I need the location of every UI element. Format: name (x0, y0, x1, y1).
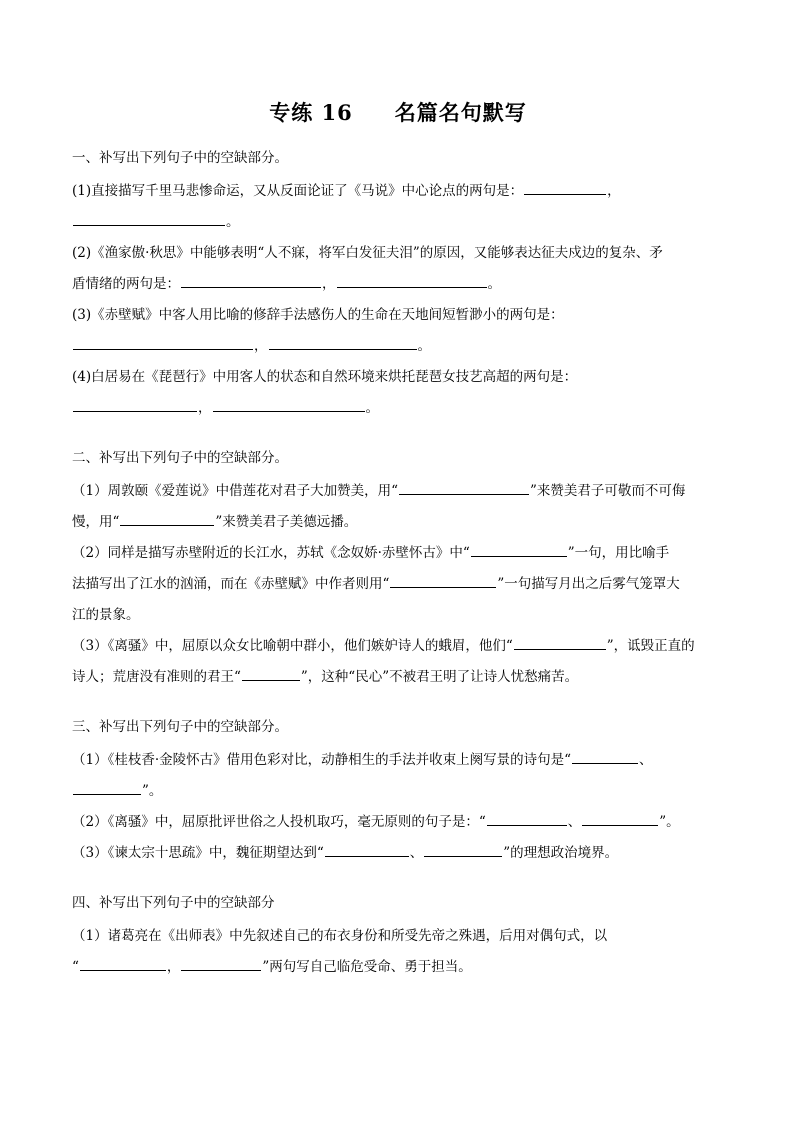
answer-blank[interactable] (487, 811, 567, 826)
answer-blank[interactable] (73, 335, 253, 350)
answer-blank[interactable] (471, 542, 567, 557)
question-2-1-line-2: 慢，用“ ”来赞美君子美德远播。 (72, 507, 724, 538)
answer-blank[interactable] (73, 211, 225, 226)
answer-blank[interactable] (572, 749, 638, 764)
answer-blank[interactable] (120, 511, 214, 526)
question-2-3-line-2: 诗人；荒唐没有准则的君王“ ”，这种“民心”不被君王明了让诗人忧愁痛苦。 (72, 662, 724, 693)
question-1-1-line-1: (1)直接描写千里马悲惨命运，又从反面论证了《马说》中心论点的两句是： ， (72, 176, 724, 207)
section-4-heading: 四、补写出下列句子中的空缺部分 (72, 895, 275, 911)
answer-blank[interactable] (213, 397, 365, 412)
answer-blank[interactable] (390, 573, 496, 588)
page-title (72, 98, 724, 128)
answer-blank[interactable] (73, 397, 197, 412)
question-1-4-line-1: (4)白居易在《琵琶行》中用客人的状态和自然环境来烘托琵琶女技艺高超的两句是： (72, 369, 578, 385)
answer-blank[interactable] (242, 666, 300, 681)
question-3-2-line: （2）《离骚》中，屈原批评世俗之人投机取巧，毫无原则的句子是：“ 、 ”。 (72, 807, 724, 838)
section-3-heading: 三、补写出下列句子中的空缺部分。 (72, 719, 288, 735)
question-4-1-line-2: “ ， ”两句写自己临危受命、勇于担当。 (72, 952, 724, 983)
answer-blank[interactable] (73, 780, 141, 795)
question-3-3-line: （3）《谏太宗十思疏》中，魏征期望达到“ 、 ”的理想政治境界。 (72, 838, 724, 869)
title-topic: 名篇名句默写 (394, 100, 527, 125)
answer-blank[interactable] (424, 842, 502, 857)
answer-blank[interactable] (181, 273, 321, 288)
answer-blank[interactable] (181, 956, 261, 971)
question-2-1-line-1: （1）周敦颐《爱莲说》中借莲花对君子大加赞美，用“ ”来赞美君子可敬而不可侮 (72, 476, 724, 507)
question-1-2-line-1: (2)《渔家傲·秋思》中能够表明“人不寐，将军白发征夫泪”的原因，又能够表达征夫戍边的复杂、矛 (72, 245, 663, 261)
answer-blank[interactable] (337, 273, 487, 288)
question-1-3-line-1: (3)《赤壁赋》中客人用比喻的修辞手法感伤人的生命在天地间短暂渺小的两句是： (72, 307, 564, 323)
question-2-2-line-3: 江的景象。 (72, 607, 140, 623)
answer-blank[interactable] (80, 956, 166, 971)
answer-blank[interactable] (399, 480, 529, 495)
question-1-1-line-2: 。 (72, 207, 724, 238)
answer-blank[interactable] (325, 842, 409, 857)
title-series: 专练 16 (269, 100, 353, 125)
question-4-1-line-1: （1）诸葛亮在《出师表》中先叙述自己的布衣身份和所受先帝之殊遇，后用对偶句式，以 (72, 928, 608, 944)
question-3-1-line-2: ”。 (72, 776, 724, 807)
question-1-4-line-2: ， 。 (72, 393, 724, 424)
answer-blank[interactable] (524, 180, 606, 195)
section-2-heading: 二、补写出下列句子中的空缺部分。 (72, 450, 288, 466)
answer-blank[interactable] (514, 635, 606, 650)
question-1-3-line-2: ， 。 (72, 331, 724, 362)
answer-blank[interactable] (269, 335, 417, 350)
question-3-1-line-1: （1）《桂枝香·金陵怀古》借用色彩对比，动静相生的手法并收束上阕写景的诗句是“ 、 (72, 745, 724, 776)
question-2-2-line-2: 法描写出了江水的汹涌，而在《赤壁赋》中作者则用“ ”一句描写月出之后雾气笼罩大 (72, 569, 724, 600)
section-1-heading: 一、补写出下列句子中的空缺部分。 (72, 150, 288, 166)
question-1-2-line-2: 盾情绪的两句是： ， 。 (72, 269, 724, 300)
question-2-3-line-1: （3）《离骚》中，屈原以众女比喻朝中群小，他们嫉妒诗人的蛾眉，他们“ ”，诋毁正直的 (72, 631, 724, 662)
answer-blank[interactable] (582, 811, 658, 826)
question-2-2-line-1: （2）同样是描写赤壁附近的长江水，苏轼《念奴娇·赤壁怀古》中“ ”一句，用比喻手 (72, 538, 724, 569)
